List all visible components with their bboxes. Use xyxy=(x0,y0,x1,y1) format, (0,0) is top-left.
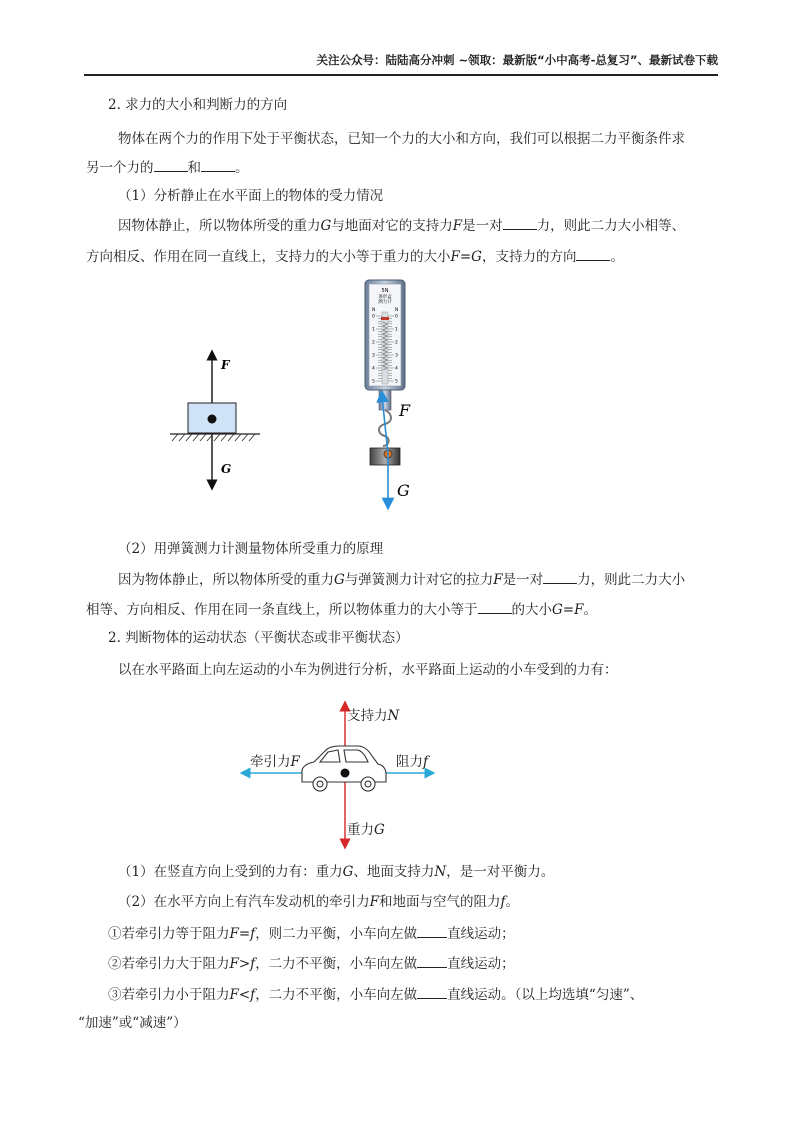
scale-tick-label-right: 2 xyxy=(395,340,398,346)
sub1-line2: 方向相反、作用在同一直线上，支持力的大小等于重力的大小F=G，支持力的方向 。 xyxy=(86,246,624,267)
answer-blank[interactable] xyxy=(543,569,577,584)
resistance-label: 阻力f xyxy=(396,754,428,770)
section1-intro-line1: 物体在两个力的作用下处于平衡状态，已知一个力的大小和方向，我们可以根据二力平衡条件求 xyxy=(118,131,685,147)
table-hatching xyxy=(172,434,255,441)
page-header xyxy=(84,52,718,76)
label-G: G xyxy=(221,462,232,476)
answer-blank[interactable] xyxy=(503,215,537,230)
header-text: 关注公众号：陆陆高分冲刺 ~领取：最新版“小中高考-总复习”、最新试卷下载 xyxy=(316,53,718,67)
block-force-figure xyxy=(160,345,270,495)
scale-N-right: N xyxy=(395,308,399,313)
sub2-line2: 相等、方向相反、作用在同一条直线上，所以物体重力的大小等于 的大小G=F。 xyxy=(86,599,597,620)
scale-name-1: 条形盒 xyxy=(378,295,392,300)
answer-blank[interactable] xyxy=(417,984,447,999)
answer-blank[interactable] xyxy=(201,157,235,172)
traction-label: 牵引力F xyxy=(250,754,300,770)
section2-p1: （1）在竖直方向上受到的力有：重力G、地面支持力N，是一对平衡力。 xyxy=(118,864,555,880)
section2-title: 2. 判断物体的运动状态（平衡状态或非平衡状态） xyxy=(108,630,409,646)
answer-blank[interactable] xyxy=(478,599,512,614)
scale-name-2: 测力计 xyxy=(378,300,392,305)
answer-blank[interactable] xyxy=(576,246,610,261)
sub2-title: （2）用弹簧测力计测量物体所受重力的原理 xyxy=(118,541,384,557)
gravity-label: 重力G xyxy=(347,822,385,838)
scale-label-G: G xyxy=(397,481,410,500)
scale-tick-label-right: 1 xyxy=(395,327,398,333)
sub1-line1: 因物体静止，所以物体所受的重力G与地面对它的支持力F是一对 力，则此二力大小相等、 xyxy=(118,215,685,236)
case-2: ②若牵引力大于阻力F>f，二力不平衡，小车向左做 直线运动； xyxy=(108,953,515,974)
section2-p2: （2）在水平方向上有汽车发动机的牵引力F和地面与空气的阻力f。 xyxy=(118,894,519,910)
scale-tick-label-left: 0 xyxy=(372,314,375,320)
scale-tick-label-right: 4 xyxy=(395,366,398,372)
scale-tick-label-right: 5 xyxy=(395,379,398,385)
scale-hook-rod xyxy=(379,390,391,410)
case-1: ①若牵引力等于阻力F=f，则二力平衡，小车向左做 直线运动； xyxy=(108,923,515,944)
section2-intro: 以在水平路面上向左运动的小车为例进行分析，水平路面上运动的小车受到的力有： xyxy=(118,662,618,678)
label-F: F xyxy=(221,358,230,372)
scale-label-F: F xyxy=(399,401,411,420)
sub2-line1: 因为物体静止，所以物体所受的重力G与弹簧测力计对它的拉力F是一对 力，则此二力大小 xyxy=(118,569,685,590)
scale-tick-label-left: 3 xyxy=(372,353,375,359)
car-center-dot xyxy=(341,769,350,778)
spring-scale-figure xyxy=(355,278,425,510)
section1-title: 2. 求力的大小和判断力的方向 xyxy=(108,97,288,113)
case-3-cont: “加速”或“减速”） xyxy=(78,1015,187,1031)
answer-blank[interactable] xyxy=(417,923,447,938)
scale-N-left: N xyxy=(372,308,376,313)
scale-tick-label-left: 5 xyxy=(372,379,375,385)
section1-intro-line2: 另一个力的 和 。 xyxy=(86,157,249,178)
sub1-title: （1）分析静止在水平面上的物体的受力情况 xyxy=(118,188,384,204)
scale-tick-label-left: 4 xyxy=(372,366,375,372)
scale-tick-label-right: 0 xyxy=(395,314,398,320)
car xyxy=(302,746,386,791)
scale-unit: 5N xyxy=(381,288,389,294)
car-force-figure xyxy=(240,700,440,850)
case-3: ③若牵引力小于阻力F<f，二力不平衡，小车向左做 直线运动。（以上均选填“匀速”、 xyxy=(108,984,643,1005)
scale-tick-label-left: 1 xyxy=(372,327,375,333)
support-label: 支持力N xyxy=(347,708,400,724)
answer-blank[interactable] xyxy=(154,157,188,172)
center-of-mass-dot xyxy=(208,415,217,424)
scale-tick-label-left: 2 xyxy=(372,340,375,346)
scale-pointer xyxy=(381,317,389,320)
answer-blank[interactable] xyxy=(417,953,447,968)
scale-tick-label-right: 3 xyxy=(395,353,398,359)
